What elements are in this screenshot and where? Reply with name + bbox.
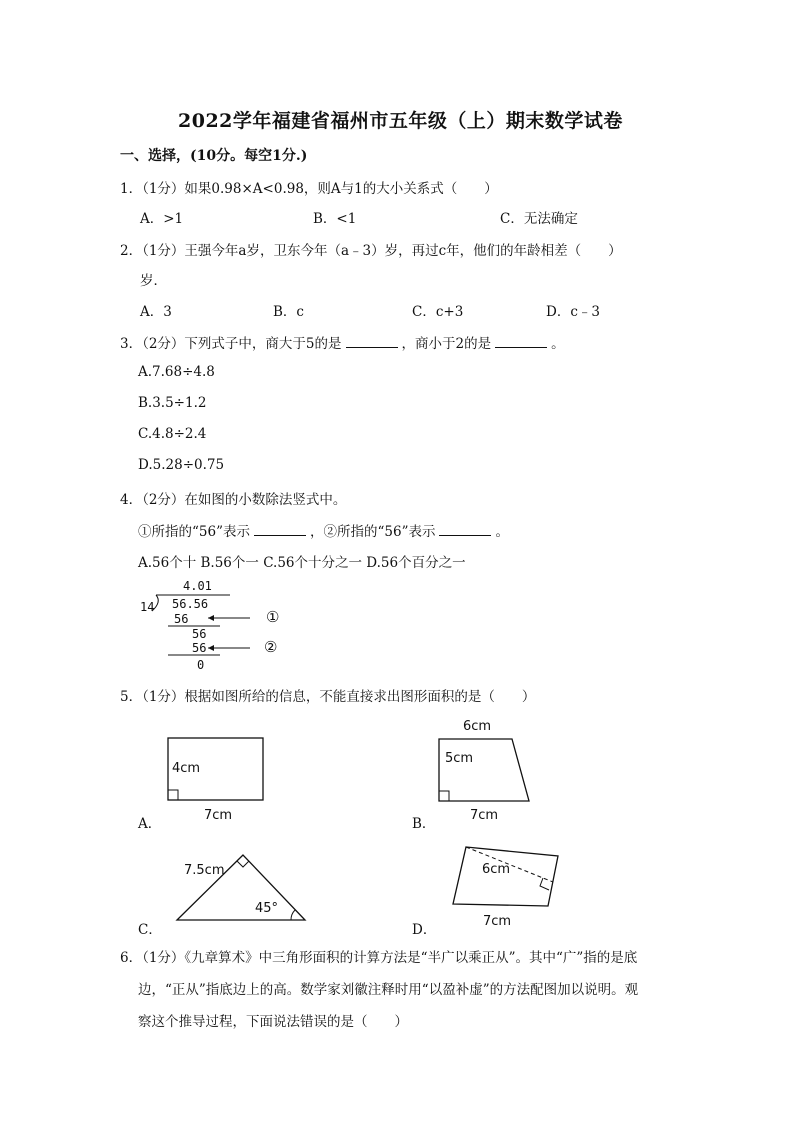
question-2-option-b: B．c <box>273 304 304 320</box>
question-3-stem-a: 3．（2分）下列式子中，商大于5的是 <box>120 336 342 352</box>
question-1-stem: 1．（1分）如果0.98×A<0.98，则A与1的大小关系式（ ） <box>120 181 498 197</box>
figure-a-base-label: 7cm <box>204 808 233 823</box>
question-4-line2-c: 。 <box>495 524 509 540</box>
figure-a-rectangle <box>160 730 280 830</box>
figure-b-option-label: B． <box>412 816 436 832</box>
division-divisor: 14 <box>140 600 155 614</box>
question-3-option-d: D.5.28÷0.75 <box>138 457 225 473</box>
figure-a-option-label: A． <box>138 816 162 832</box>
page-title: 2022学年福建省福州市五年级（上）期末数学试卷 <box>178 110 623 132</box>
question-2-option-a: A．3 <box>140 304 172 320</box>
figure-b-top-label: 6cm <box>463 719 492 734</box>
figure-d-option-label: D． <box>412 922 437 938</box>
question-3-stem <box>120 332 565 352</box>
figure-b-base-label: 7cm <box>470 808 499 823</box>
figure-b-side-label: 5cm <box>445 751 474 766</box>
question-5-stem: 5．（1分）根据如图所给的信息，不能直接求出图形面积的是（ ） <box>120 689 536 705</box>
marker-2: ② <box>264 638 278 656</box>
section-heading: 一、选择，(10分。每空1分.) <box>120 148 308 164</box>
figure-c-option-label: C． <box>138 922 162 938</box>
figure-b-trapezoid <box>430 715 550 827</box>
answer-blank[interactable] <box>254 523 306 536</box>
question-4-stem: 4．（2分）在如图的小数除法竖式中。 <box>120 492 347 508</box>
figure-d-parallelogram <box>448 842 568 934</box>
question-4-choices: A.56个十 B.56个一 C.56个十分之一 D.56个百分之一 <box>138 555 466 571</box>
question-1-option-a: A．>1 <box>140 211 184 227</box>
figure-c-triangle <box>170 850 315 928</box>
question-6-line3: 察这个推导过程，下面说法错误的是（ ） <box>138 1014 408 1030</box>
answer-blank[interactable] <box>495 335 547 348</box>
question-4-line2-a: ①所指的“56”表示 <box>138 524 250 540</box>
question-3-stem-c: 。 <box>551 336 565 352</box>
figure-c-side-label: 7.5cm <box>184 863 225 878</box>
figure-c-angle-label: 45° <box>255 901 279 916</box>
question-3-option-a: A.7.68÷4.8 <box>138 364 215 380</box>
question-3-option-b: B.3.5÷1.2 <box>138 395 207 411</box>
marker-1: ① <box>266 608 280 626</box>
question-4-line2 <box>138 520 509 540</box>
division-quotient: 4.01 <box>183 579 212 593</box>
question-4-line2-b: ，②所指的“56”表示 <box>309 524 436 540</box>
division-dividend: 56.56 <box>172 597 209 611</box>
question-2-stem: 2．（1分）王强今年a岁，卫东今年（a﹣3）岁，再过c年，他们的年龄相差（ ） <box>120 243 622 259</box>
figure-d-height-label: 6cm <box>482 862 511 877</box>
figure-d-base-label: 7cm <box>483 914 512 929</box>
division-row1: 56 <box>174 612 189 626</box>
question-2-stem-cont: 岁． <box>140 273 167 289</box>
answer-blank[interactable] <box>439 523 491 536</box>
figure-a-side-label: 4cm <box>172 761 201 776</box>
question-1-option-c: C．无法确定 <box>500 211 578 227</box>
long-division-figure <box>138 578 298 674</box>
division-row2: 56 <box>192 627 207 641</box>
question-3-stem-b: ，商小于2的是 <box>401 336 492 352</box>
question-2-option-d: D．c﹣3 <box>546 304 600 320</box>
question-3-option-c: C.4.8÷2.4 <box>138 426 207 442</box>
division-remainder: 0 <box>197 658 205 672</box>
question-6-line1: 6．（1分）《九章算术》中三角形面积的计算方法是“半广以乘正从”。其中“广”指的是底 <box>120 950 638 966</box>
division-row3: 56 <box>192 641 207 655</box>
question-2-option-c: C．c+3 <box>412 304 464 320</box>
answer-blank[interactable] <box>346 335 398 348</box>
question-1-option-b: B．<1 <box>313 211 357 227</box>
question-6-line2: 边，“正从”指底边上的高。数学家刘徽注释时用“以盈补虚”的方法配图加以说明。观 <box>138 982 639 998</box>
